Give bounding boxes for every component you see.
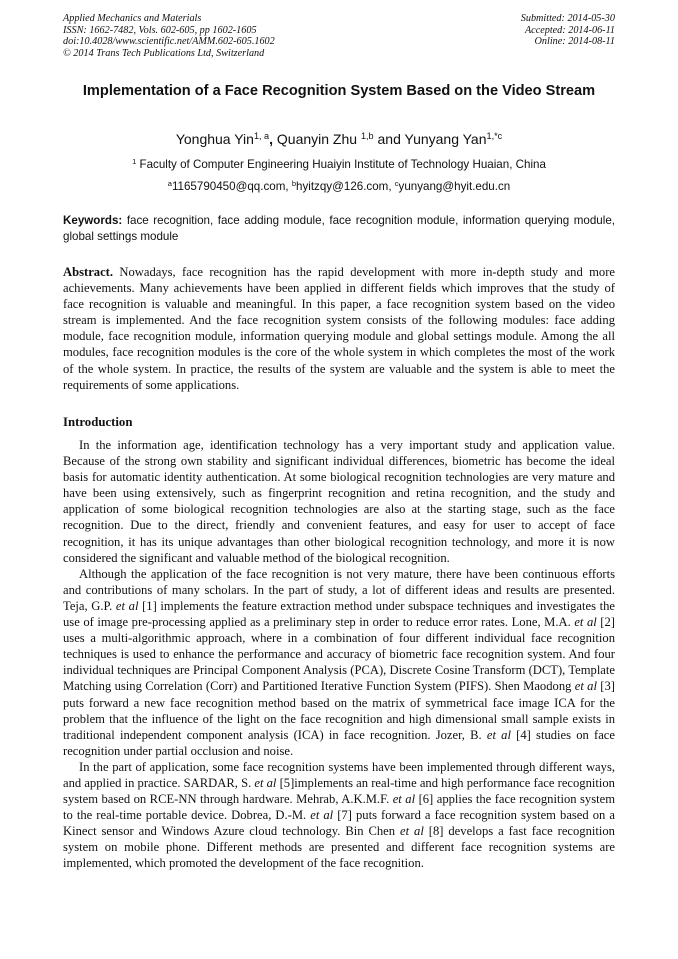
author-separator: and [373,131,405,147]
paper-title: Implementation of a Face Recognition System Based on the Video Stream [82,83,596,99]
paragraph-text: [1] implements the feature extraction method under subspace techniques and investigates the use of image pre-processing applied as a preliminary step in order to reduce error rates. Lone, M.A. [63,598,616,630]
email-superscript: a [167,178,172,188]
keywords-text: face recognition, face adding module, face recognition module, information querying module, global settings module [63,214,615,243]
et-al: et al [115,598,139,613]
abstract-label: Abstract. [63,265,114,279]
author-name: Yonghua Yin [175,131,254,147]
accepted-date: Accepted: 2014-06-11 [524,24,615,36]
et-al: et al [400,824,424,839]
et-al: et al [486,727,511,742]
author-emails [63,180,615,194]
affiliation [63,158,615,172]
author-list [63,130,615,148]
abstract [63,264,615,393]
issn-line: ISSN: 1662-7482, Vols. 602-605, pp 1602-1605 [63,24,257,36]
email-superscript: b [291,178,297,188]
paragraph-text: [2] uses a multi-algorithmic approach, where in a combination of four different individual face recognition techniques is used to enhance the performance and accuracy of biometric face recognition system. And four individual techniques are Principal Component Analysis (PCA), Discrete Cosine Transform (DCT), Template Matching using Correlation (Corr) and Partitioned Iterative Function System (PIFS). Shen Maodong [63,615,615,694]
intro-paragraph [63,566,615,759]
keywords [63,213,615,244]
author-separator: , [269,131,277,147]
section-heading-introduction: Introduction [63,415,133,429]
introduction-body [63,437,615,872]
journal-name: Applied Mechanics and Materials [63,13,202,24]
paragraph-text: [4] studies on face recognition under partial occlusion and noise. [63,727,615,758]
affiliation-text: Faculty of Computer Engineering Huaiyin Institute of Technology Huaian, China [136,158,546,171]
affiliation-superscript: 1 [132,156,137,166]
intro-paragraph: In the information age, identification technology has a very important study and application value. Because of the strong own stability and significant individual differences, biometric has become the ideal basis for automatic identity authentication. At some biological recognition technologies are very mature and have been using extensively, such as fingerprint recognition and retina recognition, and the study and application of some biological recognition technologies are also at the starting stage, such as the face recognition. Due to the direct, friendly and convenient features, and easy for user to accept of face recognition, it has its unique advantages than other biological recognition technology, and more it is now considered the significant and valuable method of the biological recognition. [63,438,615,565]
submitted-date: Submitted: 2014-05-30 [520,13,615,24]
journal-header-right [521,13,615,48]
author-superscript: 1, a [253,131,270,141]
email-link[interactable]: hyitzqy@126.com, [296,180,395,193]
paragraph-text: Although the application of the face recognition is not very mature, there have been continuous efforts and contributions of many scholars. In the part of study, a lot of different ideas and results are presented. Teja, G.P. [63,566,615,613]
abstract-text: Nowadays, face recognition has the rapid development with more in-depth study and more achievements. Many achievements have been applied in different fields which improves that the study of face recognition is valuable and meaningful. In this paper, a face recognition system based on the video stream is implemented. And the face recognition system consists of the following modules: face adding module, face recognition module, information querying module and global settings module. Among the all modules, face recognition modules is the core of the whole system in which completes the most of the work of the whole system. In practice, the results of the system are valuable and the system is able to meet the requirements of some applications. [63,265,615,392]
paragraph-text: In the part of application, some face recognition systems have been implemented through different ways, and applied in practice. SARDAR, S. [63,759,615,790]
et-al: et al [574,679,597,694]
author-superscript: 1,*c [486,131,503,141]
et-al: et al [574,615,597,630]
intro-paragraph [63,759,615,872]
paragraph-text: [7] puts forward a face recognition system based on a Kinect sensor and Windows Azure cloud technology. Bin Chen [63,808,615,839]
journal-header-left [63,13,275,59]
et-al: et al [254,775,277,790]
et-al: et al [392,792,416,807]
doi-line: doi:10.4028/www.scientific.net/AMM.602-605.1602 [63,36,275,48]
keywords-label: Keywords: [63,214,123,227]
email-superscript: c [394,178,399,188]
email-link[interactable]: 1165790450@qq.com, [171,180,292,193]
et-al: et al [310,808,334,823]
online-date: Online: 2014-08-11 [534,36,615,48]
paragraph-text: [3] puts forward a new face recognition method based on the matrix of symmetrical face image ICA for the problem that the influence of the light on the face recognition and high dimensional small sample exists in traditional independent component analysis (ICA) in face recognition. Jozer, B. [63,679,615,742]
copyright-line: © 2014 Trans Tech Publications Ltd, Switzerland [63,47,265,59]
paragraph-text: [8] develops a fast face recognition system on mobile phone. Different methods are presented and different face recognition systems are implemented, which promoted the development of the face recognition. [63,824,615,871]
author-name: Quanyin Zhu [276,131,361,147]
author-superscript: 1,b [360,131,374,141]
email-link[interactable]: yunyang@hyit.edu.cn [398,180,511,193]
paragraph-text: [6] applies the face recognition system to the real-time portable device. Dobrea, D.-M. [63,792,615,823]
paragraph-text: [5]implements an real-time and high performance face recognition system based on RCE-NN through hardware. Mehrab, A.K.M.F. [63,775,615,807]
author-name: Yunyang Yan [404,131,487,147]
